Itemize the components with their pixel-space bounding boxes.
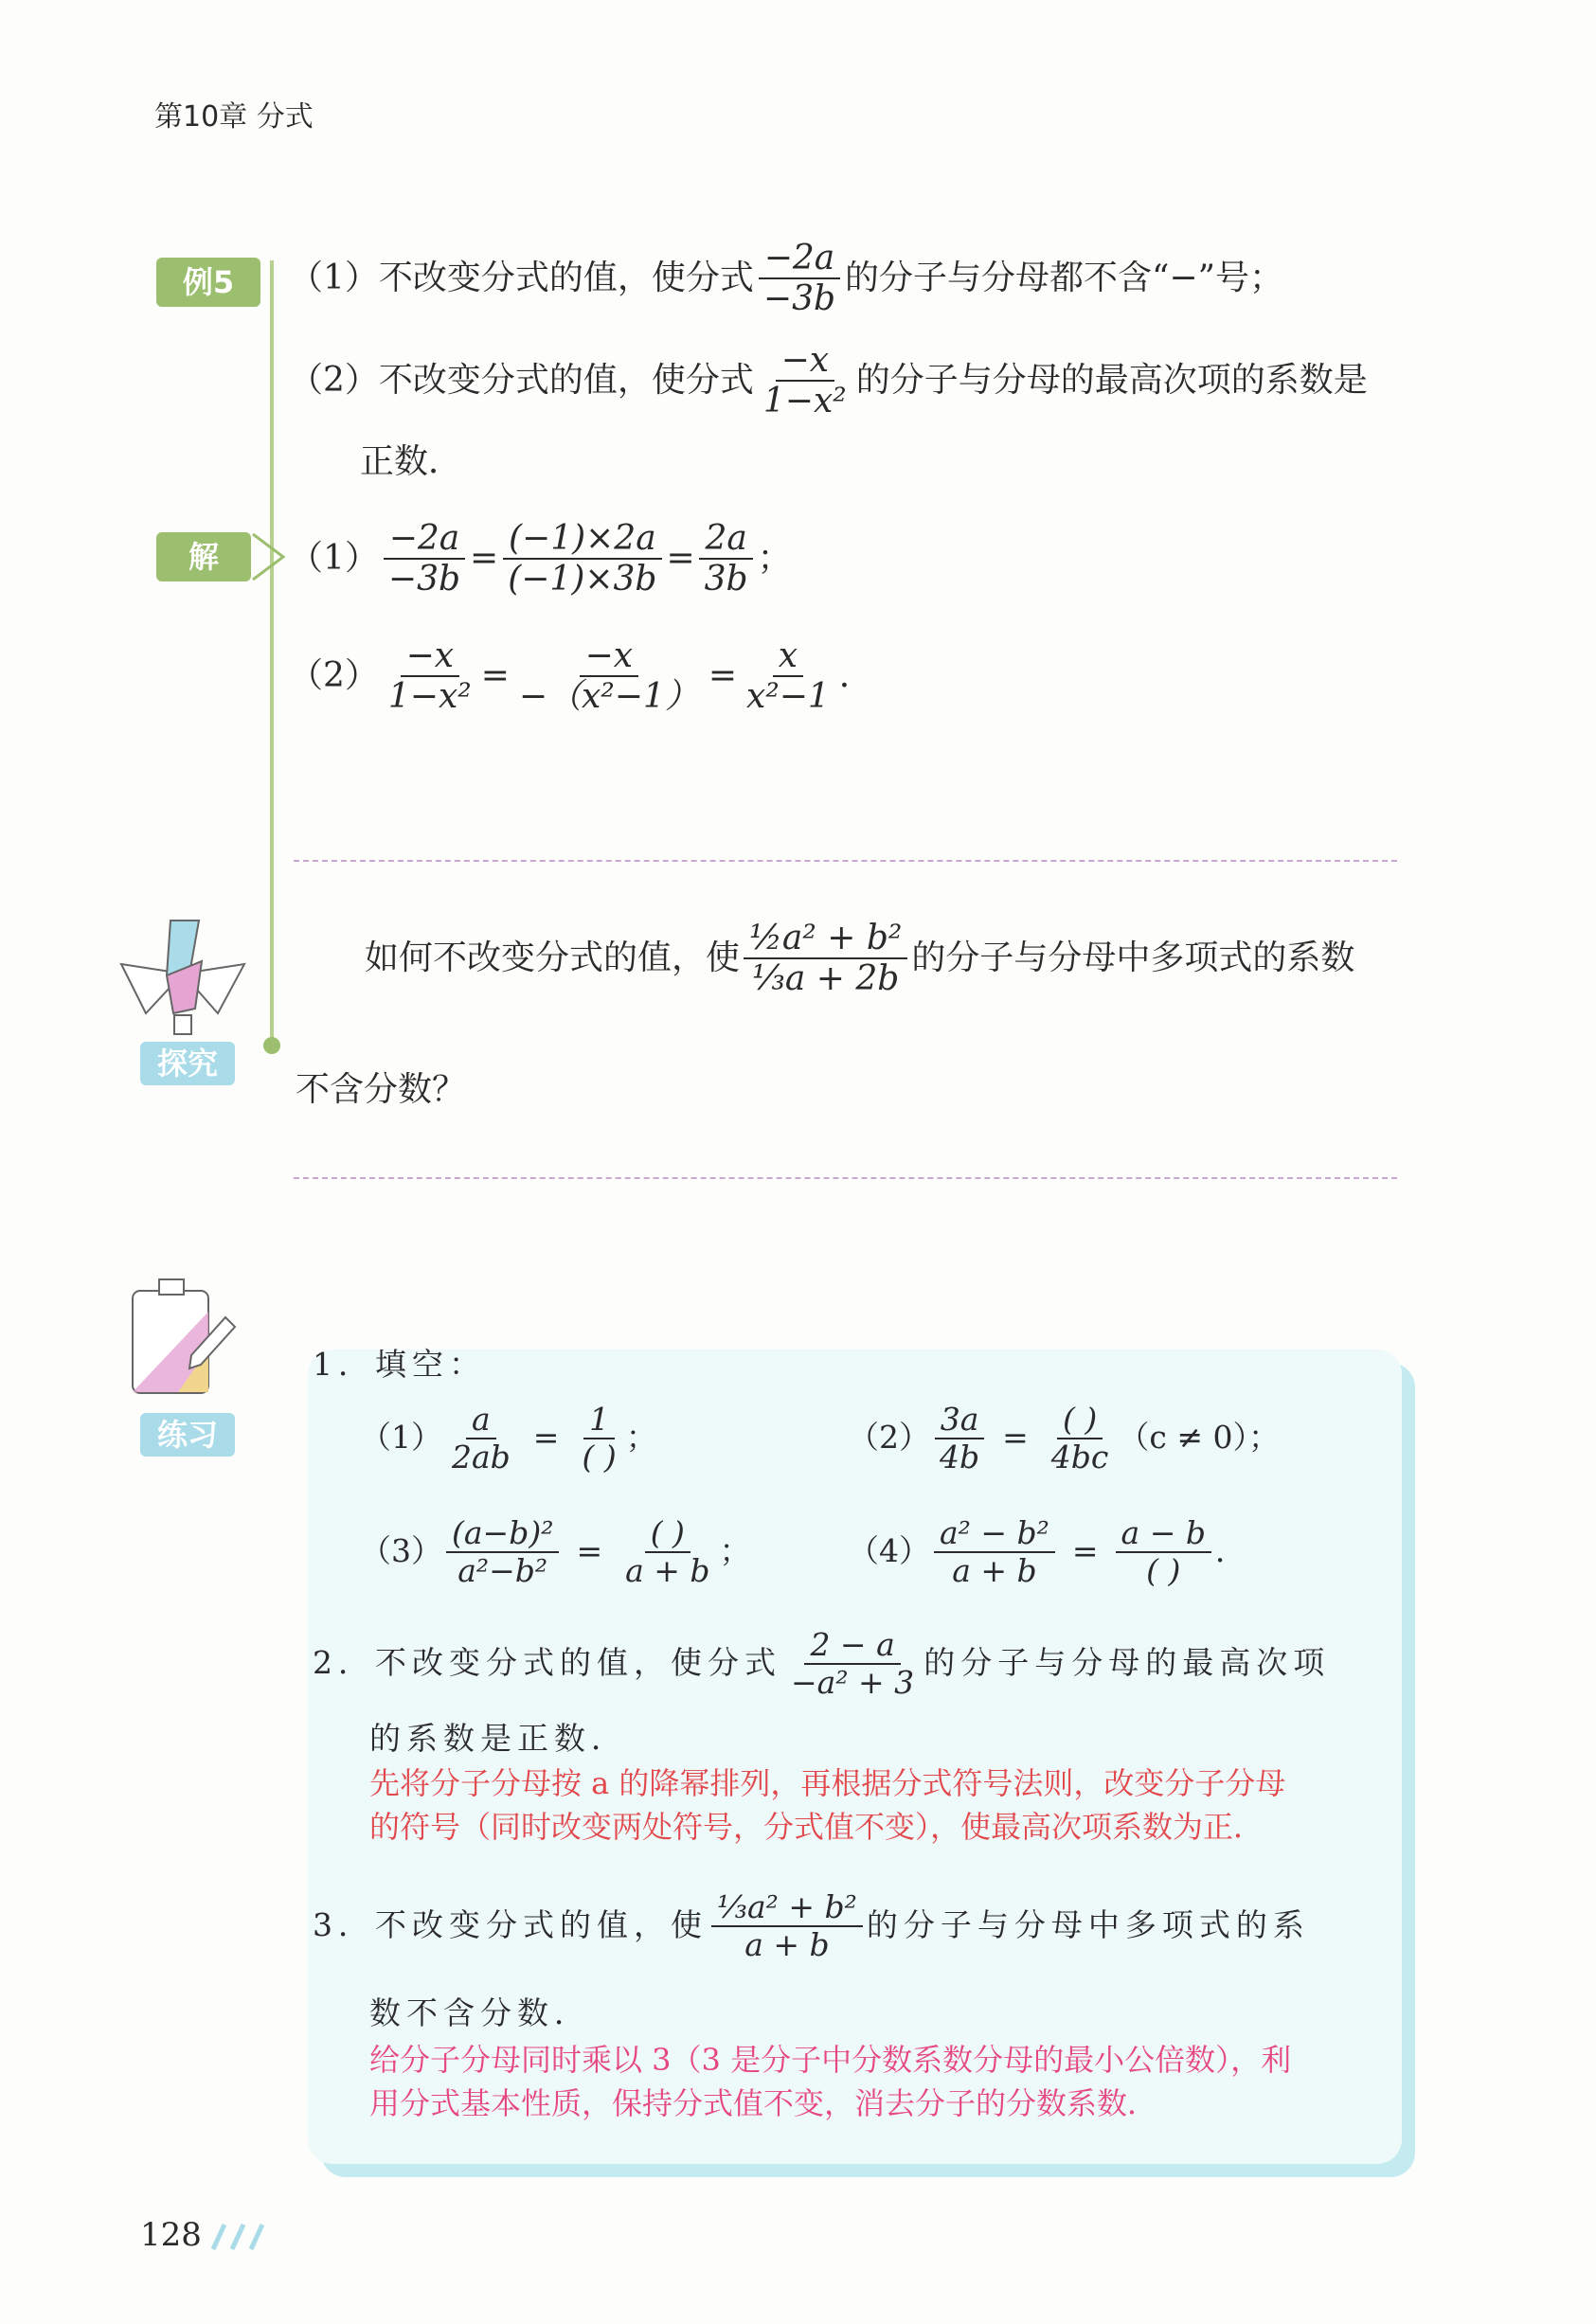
explore-fraction: $\frac{\text{½a² + b²}}{\text{⅓a + 2b}}$ — [744, 919, 907, 999]
pinwheel-icon — [112, 919, 254, 1037]
chapter-title: 第10章 分式 — [154, 100, 314, 134]
practice-tag: 练习 — [140, 1413, 235, 1457]
solution-arrow-icon — [251, 532, 289, 581]
example-question-2-cont: 正数． — [360, 442, 463, 481]
practice-q3-hint: 给分子分母同时乘以 3（3 是分子中分数系数分母的最小公倍数），利 用分式基本性质，保持分式值不变，消去分子的分数系数． — [369, 2042, 1292, 2122]
explore-top-divider — [294, 860, 1397, 862]
explore-bottom-divider — [294, 1177, 1397, 1179]
page-number: 128 — [140, 2216, 202, 2254]
page-slashes-icon — [204, 2221, 270, 2253]
practice-item-3: （3） $\frac{\text{(a−b)²}}{\text{a²−b²}}$ = $\frac{( )}{a + b}$ ； — [360, 1514, 751, 1589]
example-question-2: （2）不改变分式的值，使分式 $\frac{-x}{\text{1−x²}}$ 的分子与分母的最高次项的系数是 — [289, 341, 1368, 421]
explore-question-cont: 不含分数？ — [296, 1070, 467, 1109]
explore-question: 如何不改变分式的值，使 $\frac{\text{½a² + b²}}{\text{⅓a + 2b}}$ 的分子与分母中多项式的系数 — [365, 919, 1355, 999]
solution-step-2: （2） $\frac{-x}{\text{1−x²}}$ = $\frac{-x}{\text{−（x²−1）}}$ = $\frac{x}{\text{x²−1}}$ ． — [289, 636, 873, 717]
practice-item-2: （2） $\frac{3a}{4b}$ = $\frac{( )}{4bc}$ （c ≠ 0）； — [848, 1401, 1280, 1475]
practice-item-1: （1） $\frac{a}{2ab}$ = $\frac{1}{( )}$ ； — [360, 1401, 657, 1475]
example-question-1: （1）不改变分式的值，使分式 $\frac{-2a}{-3b}$ 的分子与分母都不含“−”号； — [289, 239, 1284, 319]
explore-tag: 探究 — [140, 1042, 235, 1085]
solution-tag: 解 — [156, 532, 251, 581]
q2-fraction: $\frac{-x}{\text{1−x²}}$ — [762, 341, 847, 421]
practice-item-4: （4） $\frac{\text{a² − b²}}{a + b}$ = $\frac{a - b}{( )}$ ． — [848, 1514, 1246, 1589]
example-side-line — [270, 260, 274, 1046]
practice-q3-cont: 数不含分数． — [369, 1994, 591, 2031]
example-tag: 例5 — [156, 258, 260, 307]
q1-fraction: $\frac{-2a}{-3b}$ — [758, 239, 841, 319]
practice-q3: 3．不改变分式的值，使 $\frac{\text{⅓a² + b²}}{a + b}$ 的分子与分母中多项式的系 — [313, 1888, 1310, 1963]
practice-q1-title: 1．填空： — [313, 1346, 486, 1383]
notebook-pencil-icon — [121, 1274, 244, 1397]
side-line-dot — [263, 1037, 280, 1054]
practice-q2: 2．不改变分式的值，使分式 $\frac{2 - a}{\text{−a² + 3}}$ 的分子与分母的最高次项 — [313, 1626, 1331, 1701]
practice-q2-cont: 的系数是正数． — [369, 1720, 628, 1757]
solution-step-1: （1） $\frac{-2a}{-3b}$ = $\frac{(-1)\times 2a}{(-1)\times 3b}$ = $\frac{2a}{3b}$ ； — [289, 519, 792, 599]
practice-q2-hint: 先将分子分母按 a 的降幂排列，再根据分式符号法则，改变分子分母 的符号（同时改变两处符号，分式值不变），使最高次项系数为正． — [369, 1765, 1286, 1846]
